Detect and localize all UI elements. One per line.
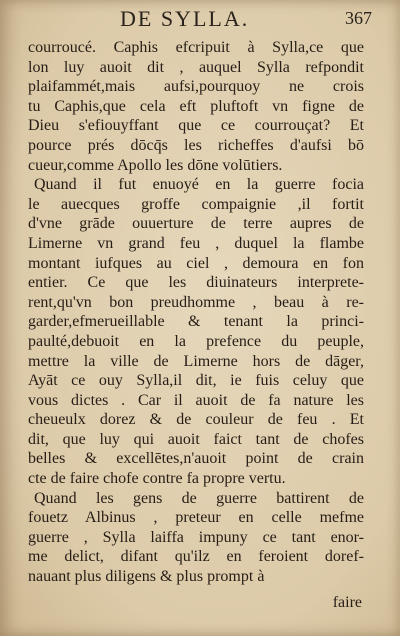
text-line: lon luy auoit dit , auquel Sylla refpondit	[28, 58, 364, 76]
text-line: cte de faire chofe contre fa propre vertu.	[28, 470, 286, 488]
text-line: d'vne grāde ouuerture de terre aupres de	[28, 215, 364, 233]
text-line: fouetz Albinus , preteur en celle mefme	[28, 509, 364, 527]
text-line: mettre la ville de Limerne hors de dāger,	[28, 352, 364, 370]
text-line: entier. Ce que les diuinateurs interprete-	[28, 274, 364, 292]
text-line: Limerne vn grand feu , duquel la flambe	[28, 234, 364, 252]
text-line: garder,efmerueillable & tenant la princi-	[28, 313, 364, 331]
text-line: pource prés dōcq̄s les richeffes d'aufsi bō	[28, 136, 364, 154]
text-line: belles & excellētes,n'auoit point de crain	[28, 450, 364, 468]
page-number: 367	[345, 8, 372, 28]
text-line: le auecques groffe compaignie ,il fortit	[28, 195, 364, 213]
body-text	[28, 38, 364, 587]
text-line: Ayāt ce ouy Sylla,il dit, ie fuis celuy que	[28, 372, 364, 390]
text-line: vous dictes . Car il auoit de fa nature les	[28, 391, 364, 409]
text-line: plaifammét,mais aufsi,pourquoy ne crois	[28, 78, 364, 96]
text-line: courroucé. Caphis efcripuit à Sylla,ce que	[28, 39, 364, 56]
page-header	[0, 4, 400, 36]
text-line: paulté,debuoit en la prefence du peuple,	[28, 332, 364, 350]
text-line: dit, que luy qui auoit faict tant de chofes	[28, 430, 364, 448]
catchword: faire	[332, 594, 362, 611]
text-line: guerre , Sylla laiffa impuny ce tant enor-	[28, 528, 364, 546]
text-line: Dieu s'efiouyffant que ce courrouçat? Et	[28, 117, 364, 135]
text-line: nauant plus diligens & plus prompt à	[28, 568, 265, 586]
text-line: montant iufques au ciel , demoura en fon	[28, 254, 364, 272]
running-title: DE SYLLA.	[120, 6, 250, 31]
text-line: rent,qu'vn bon preudhomme , beau à re-	[28, 293, 364, 311]
text-line: cueur,comme Apollo les dōne volūtiers.	[28, 156, 283, 174]
text-line: me delict, difant qu'ilz en feroient doref-	[28, 548, 364, 566]
text-line: cheueulx dorez & de couleur de feu . Et	[28, 411, 364, 429]
text-line: Quand il fut enuoyé en la guerre focia	[34, 176, 364, 194]
text-line: Quand les gens de guerre battirent de	[34, 489, 364, 507]
text-line: tu Caphis,que cela eft pluftoft vn figne de	[28, 97, 364, 115]
